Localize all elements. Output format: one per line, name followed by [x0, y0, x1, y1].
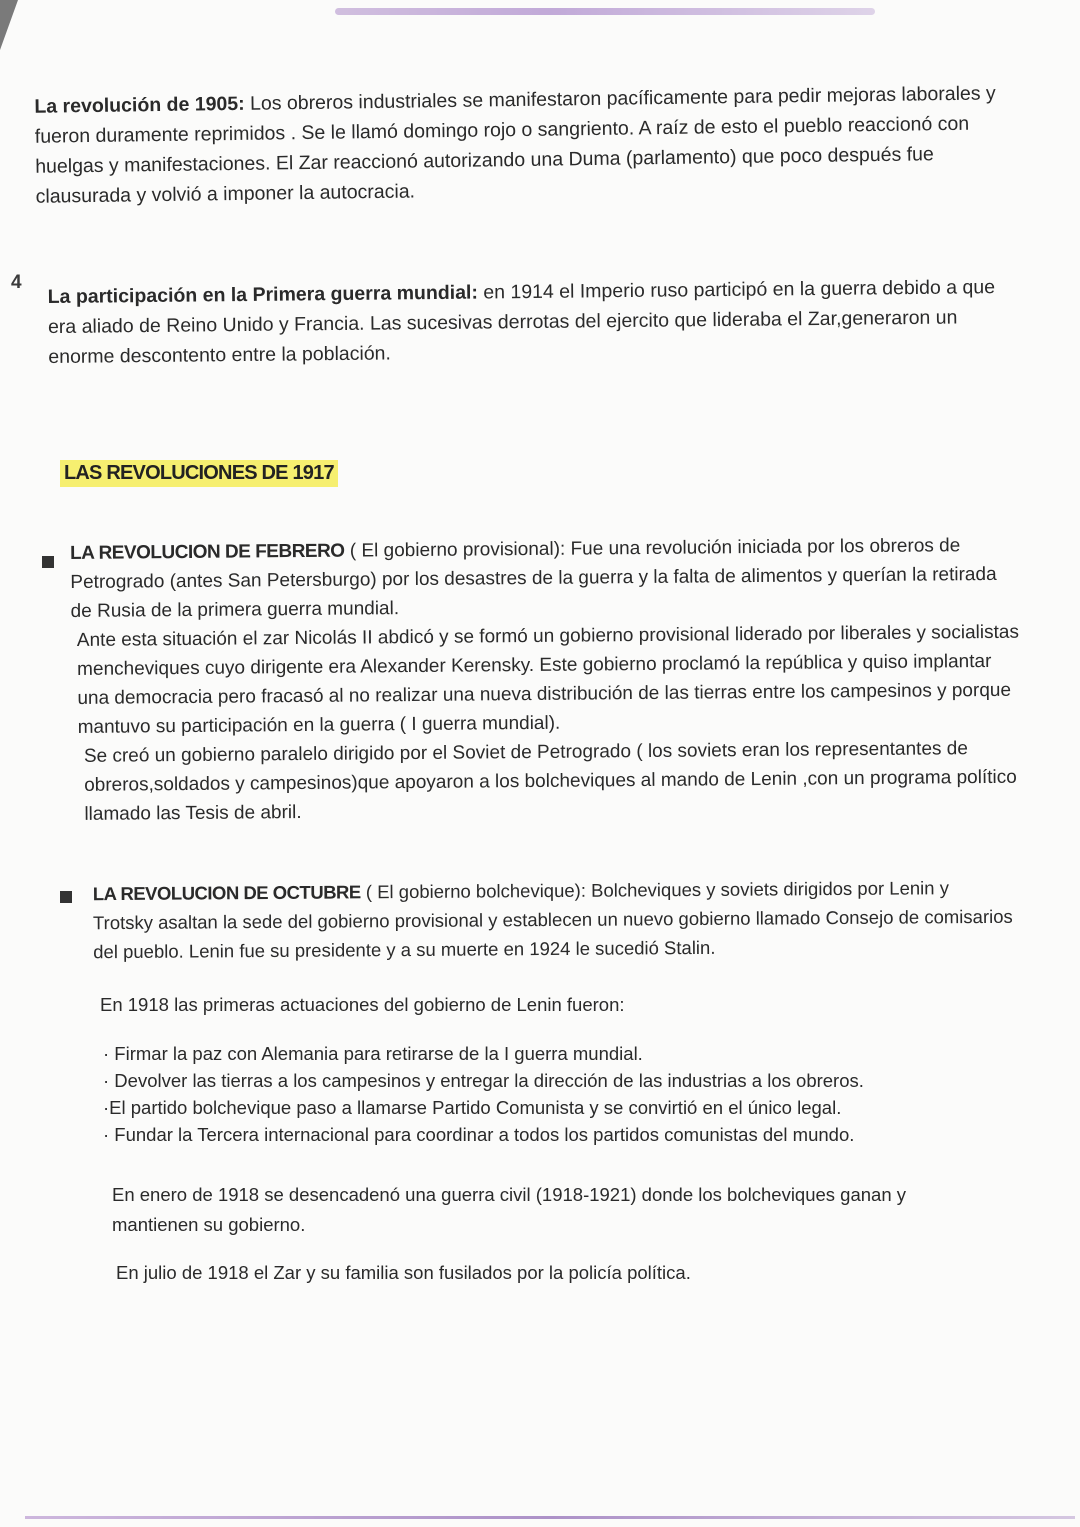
paragraph-body: Los obreros industriales se manifestaron pacíficamente para pedir mejoras laborales y fueron duramente reprimidos . Se le llamó domingo rojo o sangriento. A raíz de esto el pueblo reaccionó con huelgas y manifestaciones. El Zar reaccionó autorizando una Duma (parlamento) que poco después fue clausurada y volvió a imponer la autocracia.	[34, 82, 996, 208]
paragraph-guerra-civil: En enero de 1918 se desencadenó una guerra civil (1918-1921) donde los bolcheviques ganan y mantienen su gobierno.	[112, 1184, 907, 1235]
febrero-title: LA REVOLUCION DE FEBRERO	[70, 540, 345, 564]
section-number: 4	[11, 272, 22, 293]
febrero-paragraph-2: Ante esta situación el zar Nicolás II abdicó y se formó un gobierno provisional liderado por liberales y socialistas mencheviques cuyo dirigente era Alexander Kerensky. Este gobierno proclamó la república y quiso implantar una democracia pero fracasó al no realizar una nueva distribución de las tierras entre los campesinos y porque mantuvo su participación en la guerra ( I guerra mundial).	[76, 621, 1019, 738]
paragraph-body: en 1914 el Imperio ruso participó en la guerra debido a que era aliado de Reino Unido y Francia. Las sucesivas derrotas del ejercito que lideraba el Zar,generaron un enorme descontento entre la población.	[47, 276, 996, 369]
list-item: · Devolver las tierras a los campesinos y entregar la dirección de las industrias a los obreros.	[103, 1070, 864, 1091]
febrero-paragraph-3: Se creó un gobierno paralelo dirigido por el Soviet de Petrogrado ( los soviets eran los representantes de obreros,soldados y campesinos)que apoyaron a los bolcheviques al mando de Lenin ,con un programa político llamado las Tesis de abril.	[83, 738, 1017, 825]
list-item: · Firmar la paz con Alemania para retirarse de la I guerra mundial.	[103, 1043, 643, 1064]
list-item: · Fundar la Tercera internacional para coordinar a todos los partidos comunistas del mundo.	[103, 1124, 855, 1145]
bullet-square-icon	[60, 891, 72, 903]
bottom-decorative-bar	[25, 1516, 1075, 1519]
section-revolucion-octubre	[93, 873, 1014, 966]
list-item: ·El partido bolchevique paso a llamarse Partido Comunista y se convirtió en el único legal.	[103, 1097, 842, 1118]
page-corner-mark	[0, 0, 18, 50]
bullet-square-icon	[42, 556, 54, 568]
section-revolucion-febrero	[70, 531, 1022, 829]
actuaciones-list	[103, 1040, 864, 1148]
febrero-body-1: ( El gobierno provisional): Fue una revolución iniciada por los obreros de Petrogrado (antes San Petersburgo) por los desastres de la guerra y la falta de alimentos y querían la retirada de Rusia de la primera guerra mundial.	[70, 535, 997, 622]
paragraph-title: La participación en la Primera guerra mundial:	[47, 281, 479, 309]
paragraph-zar-fusilado: En julio de 1918 el Zar y su familia son fusilados por la policía política.	[116, 1262, 691, 1283]
octubre-title: LA REVOLUCION DE OCTUBRE	[92, 881, 361, 905]
paragraph-primera-guerra	[48, 272, 1014, 372]
actuaciones-intro: En 1918 las primeras actuaciones del gobierno de Lenin fueron:	[100, 994, 625, 1015]
top-decorative-bar	[335, 8, 875, 15]
section-heading: LAS REVOLUCIONES DE 1917	[60, 460, 338, 487]
febrero-paragraph-1	[70, 531, 1021, 626]
octubre-body: ( El gobierno bolchevique): Bolcheviques y soviets dirigidos por Lenin y Trotsky asaltan la sede del gobierno provisional y establecen un nuevo gobierno llamado Consejo de comisarios del pueblo. Lenin fue su presidente y a su muerte en 1924 le sucedió Stalin.	[92, 877, 1013, 963]
paragraph-revolucion-1905	[34, 78, 1006, 212]
paragraph-title: La revolución de 1905:	[34, 92, 245, 118]
